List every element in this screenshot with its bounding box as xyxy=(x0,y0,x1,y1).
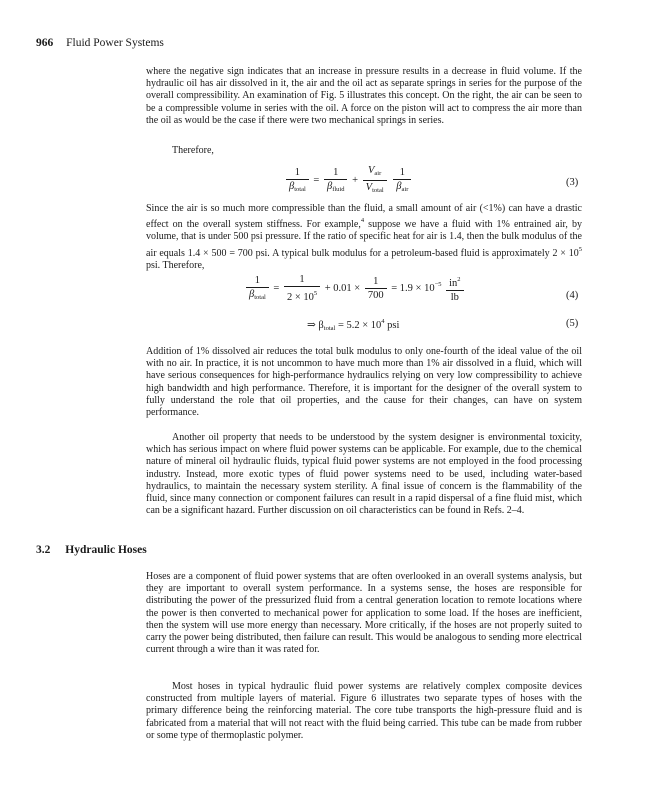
equation-3: $\frac{1}{\beta_{total}}$ = $\frac{1}{\beta_{fluid}}$ + $\frac{V_{air}}{V_{total}}$ $\frac{1}{\beta_{air}}$ xyxy=(284,164,413,197)
section-title: Hydraulic Hoses xyxy=(65,544,147,556)
running-header xyxy=(36,37,164,49)
paragraph-entrained-air: Since the air is so much more compressible than the fluid, a small amount of air (<1%) can have a drastic effect on the overall system stiffness. For example,$^4$ suppose we have a fluid with 1% entrained air, by volume, that is under 500 psi pressure. If the ratio of specific heat for air is 1.4, then the bulk modulus of the air equals 1.4 × 500 = 700 psi. A typical bulk modulus for a petroleum-based fluid is approximately $2 \times 10^5$ psi. Therefore, xyxy=(146,203,582,271)
eq3-frac-volume: $\frac{V_{air}}{V_{total}}$ xyxy=(363,164,387,197)
running-title: Fluid Power Systems xyxy=(66,37,164,49)
paragraph-hoses-overview: Hoses are a component of fluid power systems that are often overlooked in an overall systems analysis, but they are important to overall system performance. In a systems sense, the hoses are responsible for distributing the power of the pressurized fluid from a central generation location to remote locations where the power is then converted to mechanical power for application to some load. If the hoses are inefficient, then the system will use more energy than necessary. More critically, if the hoses are not properly suited to carry the power being distributed, then failure can result. This would be analogous to sending more electrical current through a wire than it was rated for. xyxy=(146,571,582,656)
eq4-frac-fluid: $\frac{1}{2 \times 10^5}$ xyxy=(284,273,320,304)
reference-4: 4 xyxy=(360,217,365,225)
equation-5-number: (5) xyxy=(566,318,579,329)
paragraph-hose-construction: Most hoses in typical hydraulic fluid power systems are relatively complex composite devices constructed from multiple layers of material. Figure 6 illustrates two separate types of hoses with the primary difference being the reinforcing material. The core tube transports the high-pressure fluid and is fabricated from a material that will not react with the fluid being carried. This tube can be made from rubber or some type of thermoplastic polymer. xyxy=(146,681,582,741)
equation-3-number: (3) xyxy=(566,177,579,188)
equation-4: $\frac{1}{\beta_{total}}$ = $\frac{1}{2 \times 10^5}$ + 0.01 × $\frac{1}{700}$ = $1.9 \times 10^{-5}$ $\frac{in^2}{lb}$ xyxy=(244,273,466,304)
eq3-frac-air: $\frac{1}{\beta_{air}}$ xyxy=(393,166,411,196)
paragraph-compressibility: where the negative sign indicates that an increase in pressure results in a decrease in fluid volume. If the hydraulic oil has air dissolved in it, the air and the oil act as separate springs in series for the purpose of the overall compressibility. An examination of Fig. 5 illustrates this concept. On the right, the air can be seen to be a compressible volume in series with the oil. A force on the piston will act to compress the air more than the oil as would be the case if there were two mechanical springs in series. xyxy=(146,66,582,126)
equation-5: ⇒ $\beta_{total} = 5.2 \times 10^4$ psi xyxy=(307,318,400,332)
section-heading xyxy=(36,544,147,556)
equation-4-number: (4) xyxy=(566,290,579,301)
eq4-frac-units: $\frac{in^2}{lb}$ xyxy=(446,273,463,304)
eq4-frac-air: $\frac{1}{700}$ xyxy=(365,275,387,302)
page-number: 966 xyxy=(36,37,54,49)
eq4-frac-total: $\frac{1}{\beta_{total}}$ xyxy=(246,274,269,304)
eq3-frac-total: $\frac{1}{\beta_{total}}$ xyxy=(286,166,309,196)
eq3-frac-fluid: $\frac{1}{\beta_{fluid}}$ xyxy=(324,166,348,196)
paragraph-dissolved-air: Addition of 1% dissolved air reduces the total bulk modulus to only one-fourth of the ideal value of the oil with no air. In practice, it is not uncommon to have much more than 1% air dissolved in a fluid, which will have serious consequences for high-performance hydraulics relying on very low compressibility to achieve high bandwidth and high performance. Therefore, it is important for the designer of the overall system to fully understand the role that oil properties, and the cause for their changes, can have on system performance. xyxy=(146,346,582,419)
paragraph-toxicity: Another oil property that needs to be understood by the system designer is environmental toxicity, which has serious impact on where fluid power systems can be applicable. For example, due to the chemical nature of mineral oil hydraulic fluids, typical fluid power systems are not employed in the food processing industry. Instead, more exotic types of fluid power systems need to be used, including water-based hydraulics, to maintain the necessary system sterility. A final issue of concern is the flammability of the fluid, since many connection or component failures can result in a rapid dispersal of a fine fluid mist, which can be a significant hazard. Further discussion on oil characteristics can be found in Refs. 2–4. xyxy=(146,432,582,517)
therefore-line: Therefore, xyxy=(172,145,214,156)
section-number: 3.2 xyxy=(36,544,51,556)
